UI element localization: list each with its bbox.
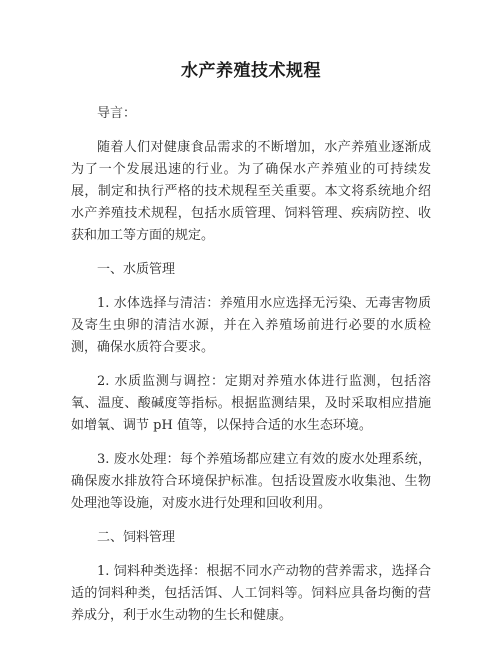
section-heading-feed: 二、饲料管理 (97, 530, 176, 545)
feed-item-1: 1. 饲料种类选择：根据不同水产动物的营养需求，选择合适的饲料种类，包括活饵、人工饲料等。饲料应具备均衡的营养成分，利于水生动物的生长和健康。 (71, 564, 431, 623)
section-heading-water-quality: 一、水质管理 (97, 262, 176, 277)
water-item-2: 2. 水质监测与调控：定期对养殖水体进行监测，包括溶氧、温度、酸碱度等指标。根据监测结果，及时采取相应措施如增氧、调节 pH 值等，以保持合适的水生态环境。 (71, 374, 431, 433)
intro-label: 导言： (97, 106, 137, 121)
intro-paragraph: 随着人们对健康食品需求的不断增加，水产养殖业逐渐成为了一个发展迅速的行业。为了确保水产养殖业的可持续发展，制定和执行严格的技术规程至关重要。本文将系统地介绍水产养殖技术规程，包括水质管理、饲料管理、疾病防控、收获和加工等方面的规定。 (71, 140, 431, 243)
water-item-1: 1. 水体选择与清洁：养殖用水应选择无污染、无毒害物质及寄生虫卵的清洁水源，并在入养殖场前进行必要的水质检测，确保水质符合要求。 (71, 296, 431, 355)
document-title: 水产养殖技术规程 (181, 61, 321, 81)
water-item-3: 3. 废水处理：每个养殖场都应建立有效的废水处理系统，确保废水排放符合环境保护标准。包括设置废水收集池、生物处理池等设施，对废水进行处理和回收利用。 (71, 452, 431, 511)
